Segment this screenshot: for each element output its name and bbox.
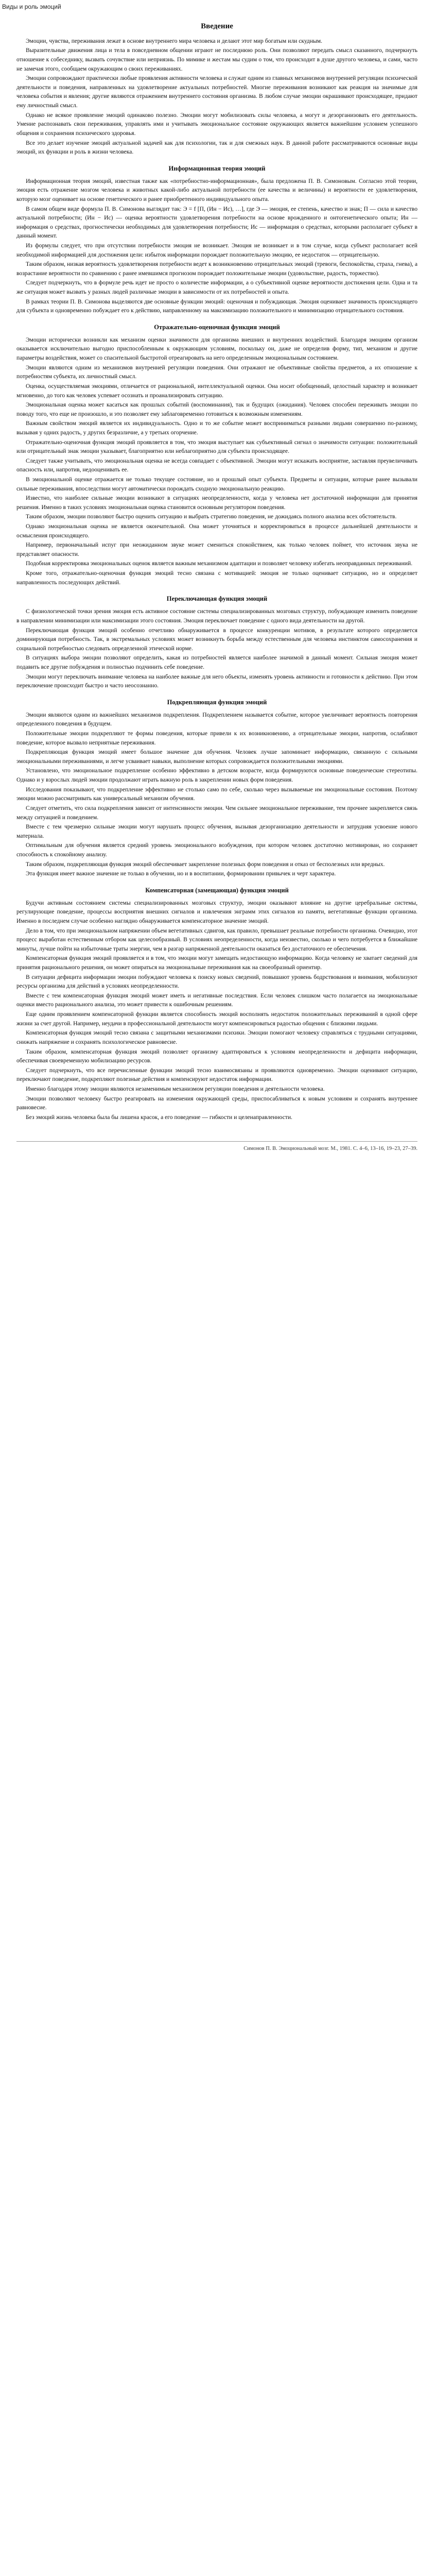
footer-divider [16,1141,417,1142]
paragraph: Эмоции, чувства, переживания лежат в основе внутреннего мира человека и делают этот мир богатым или скудным. [26,37,323,44]
paragraph: Положительные эмоции подкрепляют те формы поведения, которые привели к их возникновению, а отрицательные эмоции, напротив, ослабляют поведение, которое вызвало неприятные переживания. [16,730,417,746]
paragraph: Таким образом, эмоции позволяют быстро оценить ситуацию и выбрать стратегию поведения, не дожидаясь полного анализа всех обстоятельств. [26,513,397,520]
paragraph: Эмоции являются одним из важнейших механизмов подкрепления. Подкреплением называется событие, которое увеличивает вероятность повторения определенного поведения в будущем. [16,711,417,727]
paragraph: Без эмоций жизнь человека была бы лишена красок, а его поведение — гибкости и целенаправленности. [26,1113,292,1121]
paragraph: Компенсаторная функция эмоций проявляется и в том, что эмоции могут замещать недостающую информацию. Когда человеку не хватает сведений для принятия рационального решения, он может опираться на эмоциональные переживания как на своеобразный ориентир. [16,955,417,971]
section-title: Компенсаторная (замещающая) функция эмоций [145,886,289,894]
article-section [16,164,417,315]
paragraph: С физиологической точки зрения эмоция есть активное состояние системы специализированных мозговых структур, побуждающее изменить поведение в направлении минимизации или максимизации этого состояния. Эмоция переключает поведение с одного вида деятельности на другой. [16,608,417,624]
paragraph: Кроме того, отражательно-оценочная функция эмоций тесно связана с мотивацией: эмоция не только оценивает ситуацию, но и определяет направленность последующих действий. [16,570,417,586]
paragraph: Оценка, осуществляемая эмоциями, отличается от рациональной, интеллектуальной оценки. Она носит обобщенный, целостный характер и возникает мгновенно, до того как человек успевает осознать и проанализировать ситуацию. [16,382,417,399]
paragraph: Исследования показывают, что подкрепление эффективно не столько само по себе, сколько через вызываемые им эмоциональные состояния. Поэтому эмоции можно рассматривать как универсальный механизм обучения. [16,786,417,802]
article-section [16,698,417,878]
article-section [16,21,417,157]
section-title: Подкрепляющая функция эмоций [167,698,267,706]
paragraph: Эта функция имеет важное значение не только в обучении, но и в воспитании, формировании привычек и черт характера. [26,870,336,877]
paragraph: Именно благодаря этому эмоции являются незаменимым механизмом регуляции поведения и деятельности человека. [26,1085,325,1092]
paragraph: Таким образом, низкая вероятность удовлетворения потребности ведет к возникновению отрицательных эмоций (тревоги, беспокойства, страха, гнева), а возрастание вероятности по сравнению с ранее имевшимся прогнозом порождает положительные эмоции (удовольствие, радость, торжество). [16,261,417,277]
paragraph: Эмоции позволяют человеку быстро реагировать на изменения окружающей среды, приспосабливаться к новым условиям и сохранять внутреннее равновесие. [16,1095,417,1111]
paragraph: Оптимальным для обучения является средний уровень эмоционального возбуждения, при котором человек достаточно мотивирован, но сохраняет способность к спокойному анализу. [16,842,417,858]
paragraph: Эмоции исторически возникли как механизм оценки значимости для организма внешних и внутренних воздействий. Благодаря эмоциям организм оказывается исключительно выгодно приспособленным к окружающим условиям, поскольку он, даже не определив форму, тип, механизм и другие параметры воздействия, может со спасительной быстротой отреагировать на него определенным эмоциональным состоянием. [16,336,417,362]
paragraph: Следует отметить, что сила подкрепления зависит от интенсивности эмоции. Чем сильнее эмоциональное переживание, тем прочнее закрепляется связь между ситуацией и поведением. [16,804,417,821]
paragraph: Известно, что наиболее сильные эмоции возникают в ситуациях неопределенности, когда у человека нет достаточной информации для принятия решения. Именно в таких условиях эмоциональная оценка становится основным регулятором поведения. [16,495,417,511]
paragraph: Дело в том, что при эмоциональном напряжении объем вегетативных сдвигов, как правило, превышает реальные потребности организма. Очевидно, этот процесс выработан естественным отбором как целесообразный. В условиях неопределенности, когда неизвестно, сколько и чего потребуется в ближайшие минуты, лучше пойти на избыточные траты энергии, чем в разгар напряженной деятельности оказаться без достаточного ее обеспечения. [16,927,417,952]
section-title: Переключающая функция эмоций [166,595,268,603]
paragraph: Следует подчеркнуть, что в формуле речь идет не просто о количестве информации, а о субъективной оценке вероятности достижения цели. Одна и та же ситуация может вызвать у разных людей различные эмоции в зависимости от их потребностей и опыта. [16,279,417,296]
page-title: Виды и роль эмоций [2,3,61,10]
paragraph: Эмоции могут переключать внимание человека на наиболее важные для него объекты, изменять уровень активности и готовности к действию. При этом переключение происходит быстро и часто неосознанно. [16,673,417,689]
paragraph: Вместе с тем компенсаторная функция эмоций может иметь и негативные последствия. Если человек слишком часто полагается на эмоциональные оценки вместо рационального анализа, это может привести к ошибочным решениям. [16,992,417,1008]
paragraph: Все это делает изучение эмоций актуальной задачей как для психологии, так и для смежных наук. В данной работе рассматриваются основные виды эмоций, их функции и роль в жизни человека. [16,139,417,156]
paragraph: Следует также учитывать, что эмоциональная оценка не всегда совпадает с объективной. Эмоции могут искажать восприятие, заставляя преувеличивать опасность или, напротив, недооценивать ее. [16,457,417,473]
paragraph: Однако не всякое проявление эмоций одинаково полезно. Эмоции могут мобилизовать силы человека, а могут и дезорганизовать его деятельность. Умение распознавать свои переживания, управлять ими и учитывать эмоциональное состояние окружающих является важнейшим условием успешного общения и сохранения психического здоровья. [16,111,417,137]
paragraph: Еще одним проявлением компенсаторной функции является способность эмоций восполнять недостаток положительных переживаний в одной сфере жизни за счет другой. Например, неудачи в профессиональной деятельности могут компенсироваться радостью общения с близкими людьми. [16,1011,417,1027]
paragraph: Отражательно-оценочная функция эмоций проявляется в том, что эмоция выступает как субъективный сигнал о значимости ситуации: положительный или отрицательный знак эмоции указывает, благоприятно или неблагоприятно для субъекта происходящее. [16,438,417,455]
paragraph: В ситуациях выбора эмоции позволяют определить, какая из потребностей является наиболее значимой в данный момент. Сильная эмоция может подавить все другие побуждения и полностью подчинить себе поведение. [16,654,417,670]
paragraph: Переключающая функция эмоций особенно отчетливо обнаруживается в процессе конкуренции мотивов, в результате которого определяется доминирующая потребность. Так, в экстремальных условиях может возникнуть борьба между естественным для человека инстинктом самосохранения и социальной потребностью следовать определенной этической норме. [16,626,417,652]
paragraph: Важным свойством эмоций является их индивидуальность. Одно и то же событие может восприниматься разными людьми совершенно по-разному, вызывая у одних радость, у других безразличие, а у третьих огорчение. [16,420,417,436]
paragraph: Эмоциональная оценка может касаться как прошлых событий (воспоминания), так и будущих (ожидания). Человек способен переживать эмоции по поводу того, что еще не произошло, и это позволяет ему заблаговременно готовиться к возможным изменениям. [16,401,417,417]
paragraph: Подкрепляющая функция эмоций имеет большое значение для обучения. Человек лучше запоминает информацию, связанную с сильными эмоциональными переживаниями, и легче усваивает навыки, выполнение которых сопровождается положительными эмоциями. [16,749,417,765]
article-section [16,886,417,1122]
section-title: Информационная теория эмоций [168,164,266,172]
paragraph: Однако эмоциональная оценка не является окончательной. Она может уточняться и корректироваться в процессе дальнейшей деятельности и осмысления происходящего. [16,523,417,539]
paragraph: Компенсаторная функция эмоций тесно связана с защитными механизмами психики. Эмоции помогают человеку справляться с трудными ситуациями, снижать напряжение и сохранять психологическое равновесие. [16,1029,417,1045]
section-title: Отражательно-оценочная функция эмоций [154,323,280,331]
paragraph: Эмоции сопровождают практически любые проявления активности человека и служат одним из главных механизмов внутренней регуляции психической деятельности и поведения, направленных на удовлетворение актуальных потребностей. Многие переживания возникают как реакция на значимые для человека события и явления; другие являются отражением внутреннего состояния организма. В любом случае эмоции окрашивают происходящее, придают ему личностный смысл. [16,75,417,109]
paragraph: В эмоциональной оценке отражается не только текущее состояние, но и прошлый опыт субъекта. Предметы и ситуации, которые ранее вызывали сильные переживания, впоследствии могут автоматически порождать сходную эмоциональную реакцию. [16,476,417,492]
paragraph: Будучи активным состоянием системы специализированных мозговых структур, эмоции оказывают влияние на другие церебральные системы, регулирующие поведение, процессы восприятия внешних сигналов и извлечения энграмм этих сигналов из памяти, вегетативные функции организма. Именно в последнем случае особенно наглядно обнаруживается компенсаторное значение эмоций. [16,899,417,924]
paragraph: В самом общем виде формула П. В. Симонова выглядит так: Э = f [П, (Ин − Ис), …], где Э — эмоция, ее степень, качество и знак; П — сила и качество актуальной потребности; (Ин − Ис) — оценка вероятности удовлетворения потребности на основе врожденного и онтогенетического опыта; Ин — информация о средствах, прогностически необходимых для удовлетворения потребности; Ис — информация о средствах, которыми располагает субъект в данный момент. [16,205,417,240]
footer-citation: Симонов П. В. Эмоциональный мозг. М., 1981. С. 4–6, 13–16, 19–23, 27–39. [243,1146,417,1152]
section-title: Введение [201,22,233,30]
paragraph: Из формулы следует, что при отсутствии потребности эмоция не возникает. Эмоция не возникает и в том случае, когда субъект располагает всей необходимой информацией для достижения цели: избыток информации порождает положительную эмоцию, ее недостаток — отрицательную. [16,242,417,258]
article-section [16,594,417,690]
paragraph: Таким образом, компенсаторная функция эмоций позволяет организму адаптироваться к условиям неопределенности и дефицита информации, обеспечивая своевременную мобилизацию ресурсов. [16,1048,417,1064]
page-header [0,0,436,11]
paragraph: Эмоции являются одним из механизмов внутренней регуляции поведения. Они отражают не объективные свойства предметов, а их отношение к потребностям субъекта, их личностный смысл. [16,364,417,380]
article-section [16,323,417,587]
paragraph: Установлено, что эмоциональное подкрепление особенно эффективно в детском возрасте, когда формируются основные поведенческие стереотипы. Однако и у взрослых людей эмоции продолжают играть важную роль в закреплении новых форм поведения. [16,767,417,784]
paragraph: Вместе с тем чрезмерно сильные эмоции могут нарушать процесс обучения, вызывая дезорганизацию деятельности и затрудняя усвоение нового материала. [16,823,417,839]
paragraph: Таким образом, подкрепляющая функция эмоций обеспечивает закрепление полезных форм поведения и отказ от бесполезных или вредных. [26,860,385,868]
paragraph: В рамках теории П. В. Симонова выделяются две основные функции эмоций: оценочная и побуждающая. Эмоция оценивает значимость происходящего для субъекта и одновременно побуждает его к действию, направленному на максимизацию положительного и минимизацию отрицательного состояния. [16,298,417,314]
paragraph: Например, первоначальный испуг при неожиданном звуке может смениться спокойствием, как только человек поймет, что источник звука не представляет опасности. [16,541,417,557]
paragraph: В ситуации дефицита информации эмоции побуждают человека к поиску новых сведений, повышают уровень бодрствования и внимания, мобилизуют ресурсы организма для действий в условиях неопределенности. [16,973,417,990]
paragraph: Информационная теория эмоций, известная также как «потребностно-информационная», была предложена П. В. Симоновым. Согласно этой теории, эмоция есть отражение мозгом человека и животных какой-либо актуальной потребности (ее качества и величины) и вероятности ее удовлетворения, которую мозг оценивает на основе генетического и ранее приобретенного индивидуального опыта. [16,177,417,202]
paragraph: Подобная корректировка эмоциональных оценок является важным механизмом адаптации и позволяет человеку избегать неоправданных переживаний. [26,560,413,567]
paragraph: Выразительные движения лица и тела в повседневном общении играют не последнюю роль. Они позволяют передать смысл сказанного, подчеркнуть отношение к собеседнику, вызвать сочувствие или неприязнь. По мимике и жестам мы судим о том, что происходит в душе другого человека, и сами, часто не замечая этого, сообщаем окружающим о своих переживаниях. [16,47,417,72]
paragraph: Следует подчеркнуть, что все перечисленные функции эмоций тесно взаимосвязаны и проявляются одновременно. Эмоции оценивают ситуацию, переключают поведение, подкрепляют полезные действия и компенсируют недостаток информации. [16,1066,417,1083]
article-body [0,11,436,1122]
